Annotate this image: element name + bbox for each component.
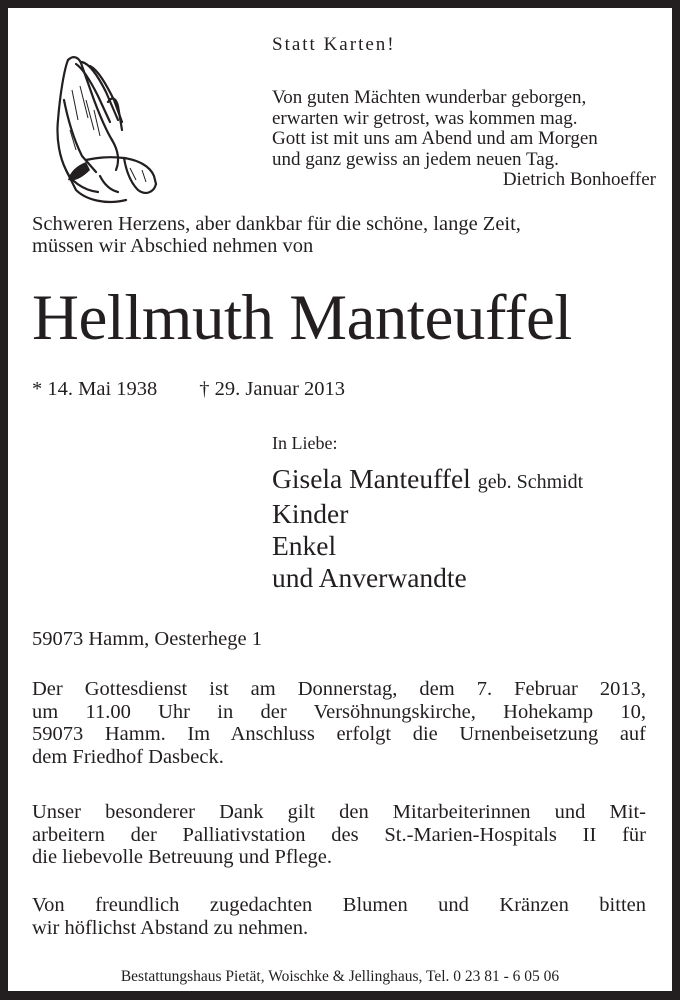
paragraph-line: arbeitern der Palliativstation des St.-Marien-Hospitals II für bbox=[32, 823, 646, 846]
paragraph-line: 59073 Hamm. Im Anschluss erfolgt die Urnenbeisetzung auf bbox=[32, 723, 646, 745]
mourner-item: und Anverwandte bbox=[272, 562, 467, 593]
paragraph-line: wir höflichst Abstand zu nehmen. bbox=[32, 916, 309, 939]
life-dates bbox=[32, 378, 345, 401]
intro-line: Schweren Herzens, aber dankbar für die schöne, lange Zeit, bbox=[32, 213, 521, 235]
deceased-name: Hellmuth Manteuffel bbox=[32, 282, 572, 354]
mourners-list bbox=[272, 463, 583, 594]
funeral-home-footer: Bestattungshaus Pietät, Woischke & Jellinghaus, Tel. 0 23 81 - 6 05 06 bbox=[120, 968, 560, 985]
thanks-paragraph bbox=[32, 801, 646, 869]
intro-line: müssen wir Abschied nehmen von bbox=[32, 235, 314, 257]
paragraph-line: Der Gottesdienst ist am Donnerstag, dem 7. Februar 2013, bbox=[32, 678, 646, 700]
poem-line: erwarten wir getrost, was kommen mag. bbox=[272, 107, 578, 129]
poem-line: Von guten Mächten wunderbar geborgen, bbox=[272, 87, 587, 108]
poem-line: Gott ist mit uns am Abend und am Morgen bbox=[272, 128, 598, 149]
poem-quote bbox=[272, 88, 656, 191]
paragraph-line: Unser besonderer Dank gilt den Mitarbeiterinnen und Mit- bbox=[32, 801, 646, 823]
paragraph-line: um 11.00 Uhr in der Versöhnungskirche, Hohekamp 10, bbox=[32, 700, 646, 723]
poem-author: Dietrich Bonhoeffer bbox=[502, 169, 656, 190]
intro-text bbox=[32, 213, 521, 257]
birth-date: * 14. Mai 1938 bbox=[32, 378, 158, 400]
paragraph-line: Von freundlich zugedachten Blumen und Kränzen bitten bbox=[32, 894, 646, 916]
praying-hands-icon bbox=[46, 40, 186, 210]
obituary-card bbox=[8, 8, 672, 991]
spouse-maiden-name: geb. Schmidt bbox=[477, 471, 584, 493]
flowers-paragraph bbox=[32, 894, 646, 939]
service-paragraph bbox=[32, 678, 646, 768]
poem-line: und ganz gewiss an jedem neuen Tag. bbox=[272, 148, 559, 170]
address: 59073 Hamm, Oesterhege 1 bbox=[32, 628, 262, 650]
mourner-item: Kinder bbox=[272, 498, 349, 529]
mourners-label: In Liebe: bbox=[272, 433, 338, 453]
paragraph-line: die liebevolle Betreuung und Pflege. bbox=[32, 846, 333, 868]
mourner-item: Enkel bbox=[272, 530, 337, 561]
death-date: † 29. Januar 2013 bbox=[199, 378, 346, 400]
spouse-name: Gisela Manteuffel bbox=[272, 463, 471, 494]
paragraph-line: dem Friedhof Dasbeck. bbox=[32, 745, 224, 768]
statt-karten-heading: Statt Karten! bbox=[272, 34, 396, 55]
